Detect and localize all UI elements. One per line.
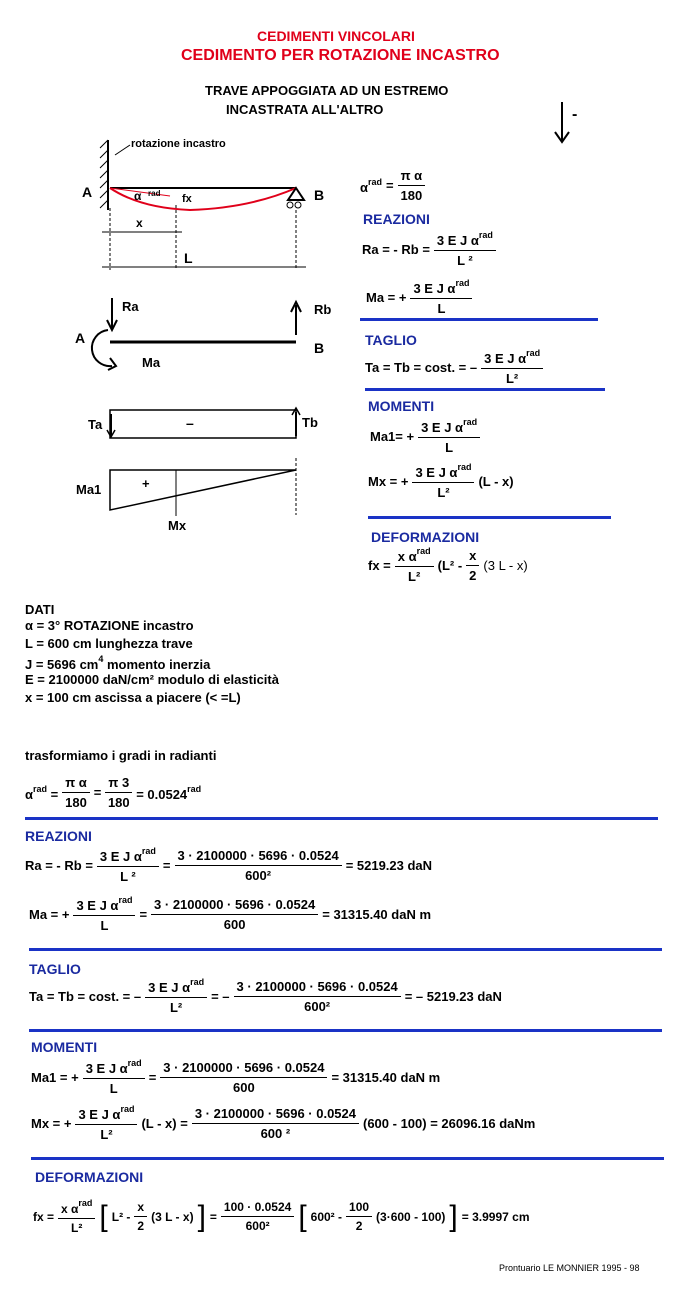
rot-label: rotazione incastro: [131, 138, 226, 150]
divider: [29, 948, 662, 951]
subtitle-line2: INCASTRATA ALL'ALTRO: [226, 102, 384, 117]
svg-text:Tb: Tb: [302, 415, 318, 430]
heading-deformazioni: DEFORMAZIONI: [371, 529, 480, 545]
divider: [25, 817, 658, 820]
svg-text:Ta: Ta: [88, 417, 103, 432]
calc-heading-momenti: MOMENTI: [31, 1039, 98, 1055]
svg-text:Rb: Rb: [314, 302, 332, 317]
formula-fx: fx = $\frac{x \alpha^{rad}}{\text{L²}}$ (L² - $\frac{x}{2}$ (3 L - x): [368, 546, 528, 584]
svg-text:–: –: [186, 415, 194, 431]
calc-heading-deformazioni: DEFORMAZIONI: [35, 1169, 144, 1185]
title-sub: CEDIMENTO PER ROTAZIONE INCASTRO: [181, 47, 500, 64]
heading-momenti: MOMENTI: [368, 398, 435, 414]
arrow-down-icon: [550, 100, 590, 146]
svg-text:α: α: [134, 189, 142, 203]
svg-text:+: +: [142, 476, 150, 491]
dati-line: E = 2100000 daN/cm² modulo di elasticità: [25, 672, 279, 687]
svg-text:A: A: [75, 330, 86, 346]
formula-ra: Ra = - Rb = $\frac{3 E J \alpha^{rad}}{\text{L ²}}$: [362, 230, 500, 268]
calc-ma1: Ma1 = + $\frac{3 E J \alpha^{rad}}{L}$ = $\frac{3 \cdot 2100000 \cdot 5696 \cdot 0.0524}{600}$ = 31315.40 daN m: [31, 1058, 441, 1096]
svg-text:x: x: [136, 216, 143, 230]
subtitle-line1: TRAVE APPOGGIATA AD UN ESTREMO: [205, 83, 449, 98]
divider: [360, 318, 598, 321]
divider: [368, 516, 611, 519]
divider: [365, 388, 605, 391]
dati-line: α = 3° ROTAZIONE incastro: [25, 618, 194, 633]
dati-line: x = 100 cm ascissa a piacere (< =L): [25, 690, 241, 705]
beam-diagrams: [70, 130, 350, 540]
dati-line: J = 5696 $cm^4$ momento inerzia: [25, 654, 211, 672]
divider: [31, 1157, 664, 1160]
fixed-support-icon: [100, 140, 108, 210]
calc-alpha: $\alpha^{rad}$ = $\frac{\text{π α}}{180}$ = $\frac{\pi 3}{180}$ = $0.0524^{rad}$: [25, 775, 202, 810]
formula-ta: Ta = Tb = cost. = – $\frac{3 E J \alpha^{rad}}{\text{L²}}$: [365, 348, 547, 386]
dati-line: L = 600 cm lunghezza trave: [25, 636, 193, 651]
calc-heading-reazioni: REAZIONI: [25, 828, 92, 844]
heading-taglio: TAGLIO: [365, 332, 417, 348]
divider: [29, 1029, 662, 1032]
svg-text:fx: fx: [182, 193, 192, 205]
svg-text:A: A: [82, 184, 93, 200]
formula-mx: Mx = + $\frac{3 E J \alpha^{rad}}{\text{L²}}$ (L - x): [368, 462, 514, 500]
calc-ra: Ra = - Rb = $\frac{3 E J \alpha^{rad}}{\text{L ²}}$ = $\frac{3 \cdot 2100000 \cdot 5696 \cdot 0.0524}{\text{600²}}$ = 5219.23 daN: [25, 846, 433, 884]
svg-text:Ra: Ra: [122, 299, 139, 314]
title-main: CEDIMENTI VINCOLARI: [257, 28, 415, 44]
calc-intro: trasformiamo i gradi in radianti: [25, 748, 217, 763]
footer-source: Prontuario LE MONNIER 1995 - 98: [499, 1263, 640, 1273]
dati-title: DATI: [25, 602, 55, 617]
alpha-definition: $\alpha^{rad}$ = $\frac{\text{π α}}{180}$: [360, 168, 429, 203]
sign-label: -: [572, 106, 578, 123]
calc-ta: Ta = Tb = cost. = – $\frac{3 E J \alpha^{rad}}{\text{L²}}$ = – $\frac{3 \cdot 2100000 \cdot 5696 \cdot 0.0524}{\text{600²}}$ = – 5219.23 daN: [29, 977, 502, 1015]
calc-fx: fx = $\frac{x \alpha^{rad}}{\text{L²}}$ [ L² - $\frac{x}{2}$ (3 L - x) ] = $\frac{100 \cdot 0.0524}{\text{600²}}$ [ 600² - $\frac{100}{2}$ (3·600 - 100) ] = 3.9997 cm: [33, 1198, 530, 1235]
calc-ma: Ma = + $\frac{3 E J \alpha^{rad}}{L}$ = $\frac{3 \cdot 2100000 \cdot 5696 \cdot 0.0524}{600}$ = 31315.40 daN m: [29, 895, 432, 933]
formula-ma: Ma = + $\frac{3 E J \alpha^{rad}}{L}$: [366, 278, 476, 316]
svg-text:B: B: [314, 340, 325, 356]
svg-text:B: B: [314, 187, 325, 203]
svg-text:rad: rad: [148, 189, 161, 198]
calc-heading-taglio: TAGLIO: [29, 961, 81, 977]
heading-reazioni: REAZIONI: [363, 211, 430, 227]
svg-text:Mx: Mx: [168, 518, 187, 533]
svg-text:L: L: [184, 250, 193, 266]
formula-ma1: Ma1= + $\frac{3 E J \alpha^{rad}}{L}$: [370, 417, 484, 455]
calc-mx: Mx = + $\frac{3 E J \alpha^{rad}}{\text{L²}}$ (L - x) = $\frac{3 \cdot 2100000 \cdot 5696 \cdot 0.0524}{\text{600 ²}}$ (600 - 100) = 26096.16 daNm: [31, 1104, 536, 1142]
svg-text:Ma: Ma: [142, 355, 161, 370]
svg-text:Ma1: Ma1: [76, 482, 102, 497]
